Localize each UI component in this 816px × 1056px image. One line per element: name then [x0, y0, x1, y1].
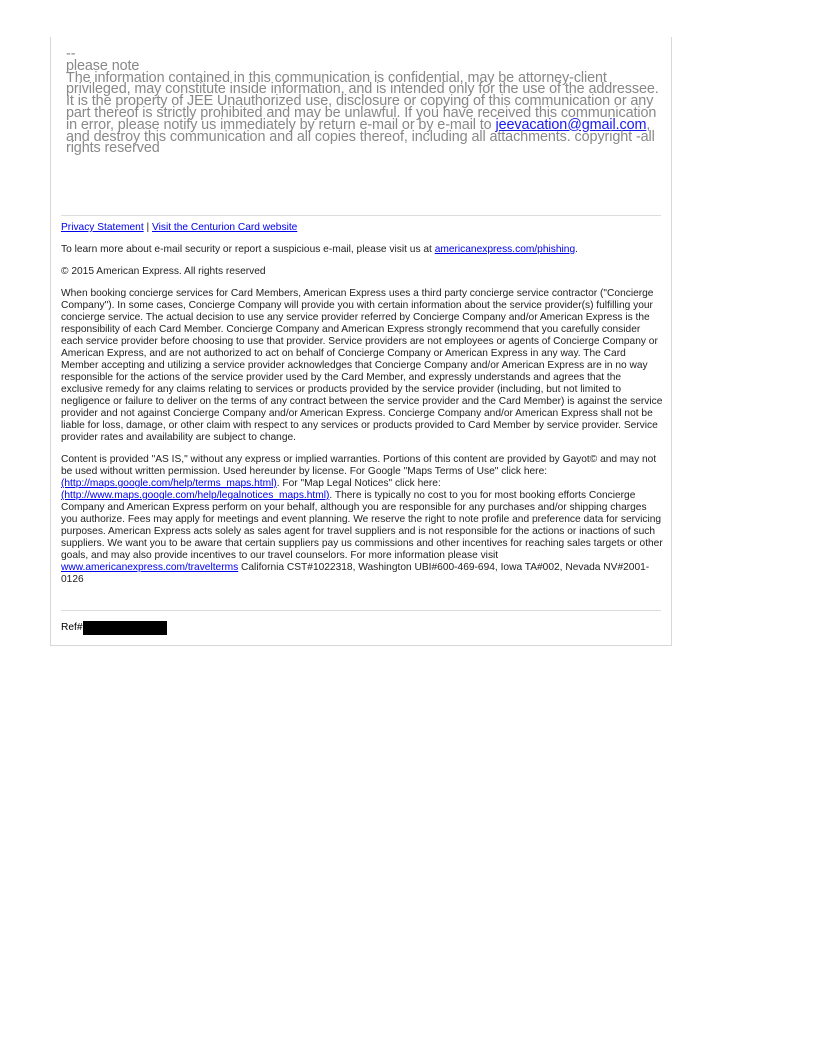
content-text-4: California CST#1022318, Washington UBI#600-469-694, Iowa TA#002, Nevada NV#2001-0126: [61, 562, 650, 585]
signature-dashes: --: [66, 46, 76, 62]
centurion-card-link[interactable]: Visit the Centurion Card website: [151, 222, 298, 233]
phishing-link[interactable]: americanexpress.com/phishing: [434, 244, 576, 255]
maps-legal-link[interactable]: (http://www.maps.google.com/help/legalnotices_maps.html): [61, 490, 330, 501]
ref-label: Ref#: [61, 622, 83, 633]
security-text: To learn more about e-mail security or report a suspicious e-mail, please visit us at: [61, 244, 435, 255]
footer-links: [61, 222, 663, 234]
divider: [61, 610, 661, 611]
security-end: .: [575, 244, 578, 255]
content-text-1: Content is provided "AS IS," without any express or implied warranties. Portions of this content are provided by Gayot© and may not be used without written permission. Used hereunder by license. For Google "Maps Terms of Use" click here:: [61, 454, 657, 477]
maps-terms-link[interactable]: (http://maps.google.com/help/terms_maps.html): [61, 478, 277, 489]
signature-block: [66, 46, 666, 157]
content-disclaimer: [61, 454, 663, 586]
privacy-statement-link[interactable]: Privacy Statement: [61, 222, 144, 233]
amex-footer: [61, 222, 663, 596]
link-separator: |: [143, 222, 152, 233]
divider: [61, 215, 661, 216]
confidentiality-notice: [66, 69, 666, 157]
security-notice: [61, 244, 663, 256]
content-text-3: . There is typically no cost to you for most booking efforts Concierge Company and American Express perform on your behalf, although you are responsible for any purchases and/or shipping charges you authorize. Fees may apply for meetings and event planning. We reserve the right to note profile and preference data for servicing purposes. American Express acts solely as sales agent for travel suppliers and is not responsible for the actions or inactions of such suppliers. We want you to be aware that certain suppliers pay us commissions and other incentives for reaching sales targets or other goals, and may also provide incentives to our travel counselors. For more information please visit: [61, 490, 663, 561]
travelterms-link[interactable]: www.americanexpress.com/travelterms: [61, 562, 239, 573]
redaction-box: [83, 621, 167, 635]
email-body-card: [50, 37, 672, 646]
notice-text-1: The information contained in this communication is confidential, may be attorney-client privileged, may constitute inside information, and is intended only for the use of the addressee. It is the property of JEE Unauthorized use, disclosure or copying of this communication or any part thereof is strictly prohibited and may be unlawful. If you have received this communication in error, please notify us immediately by return e-mail or by e-mail to: [66, 69, 659, 133]
concierge-disclaimer: When booking concierge services for Card Members, American Express uses a third party concierge service contractor ("Concierge Company"). In some cases, Concierge Company will provide you with certain information about the service provider(s) fulfilling your concierge service. The actual decision to use any service provider referred by Concierge Company and/or American Express is the responsibility of each Card Member. Concierge Company and American Express strongly recommend that you carefully consider each service provider before choosing to use that provider. Service providers are not employees or agents of Concierge Company or American Express, and are not authorized to act on behalf of Concierge Company or American Express in any way. The Card Member accepting and utilizing a service provider acknowledges that Concierge Company and/or American Express are in no way responsible for the actions of the service provider used by the Card Member, and expressly understands and agrees that the exclusive remedy for any claims relating to services or products provided by the service provider (including, but not limited to negligence or failure to deliver on the terms of any contract between the service provider and the Card Member) is against the service provider and not against Concierge Company and/or American Express. Concierge Company and/or American Express shall not be liable for loss, damage, or other claim with respect to any services or products provided to Card Member by service provider. Service provider rates and availability are subject to change.: [61, 288, 663, 443]
reference-line: [61, 621, 167, 635]
copyright-text: © 2015 American Express. All rights reserved: [61, 266, 266, 277]
notice-text-2: , and destroy this communication and all copies thereof, including all attachments. copyright -all rights reserved: [66, 116, 655, 157]
note-heading: please note: [66, 57, 140, 74]
content-text-2: . For "Map Legal Notices" click here:: [276, 478, 441, 489]
email-link[interactable]: jeevacation@gmail.com: [495, 116, 647, 133]
